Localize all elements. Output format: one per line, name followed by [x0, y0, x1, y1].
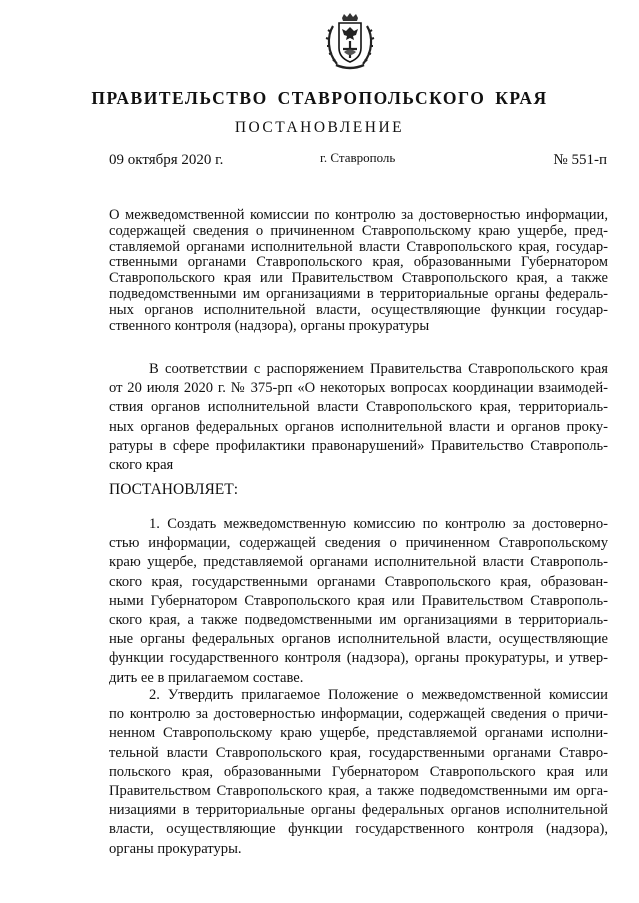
paragraph-line: В соответствии с распоряжением Правительства Ставропольского края [149, 361, 608, 377]
stavropol-coat-of-arms-icon [325, 12, 375, 72]
subject-line: ных органов исполнительной власти, осуществляющие функции государ- [109, 301, 608, 318]
subject-line: Ставропольского края или Правительством Ставропольского края, а также [109, 270, 608, 287]
paragraph-line: ского края, а также подведомственными им организациями в территориаль- [109, 612, 608, 629]
item-2-paragraph [109, 686, 608, 859]
paragraph-line: дить ее в прилагаемом составе. [109, 669, 304, 686]
paragraph-line: от 20 июля 2020 г. № 375-рп «О некоторых вопросах координации взаимодей- [109, 380, 608, 397]
paragraph-line: 1. Создать межведомственную комиссию по контролю за достоверно- [149, 516, 608, 532]
paragraph-line: ными Губернатором Ставропольского края или Правительством Ставрополь- [109, 592, 608, 609]
paragraph-line: польского края, образованными Губернатором Ставропольского края или [109, 763, 608, 780]
paragraph-line: краю ущербе, представляемой органами исполнительной власти Ставрополь- [109, 554, 608, 571]
paragraph-line: по контролю за достоверностью информации, содержащей сведения о причи- [109, 706, 608, 723]
paragraph-line: ского края, государственными органами Ставропольского края, образован- [109, 573, 608, 590]
paragraph-line: 2. Утвердить прилагаемое Положение о межведомственной комиссии [149, 687, 608, 703]
document-city: г. Ставрополь [320, 150, 396, 165]
paragraph-line: низациями в территориальные органы федеральных органов исполнительной [109, 802, 608, 819]
paragraph-line: ратуры в сфере профилактики правонарушений» Правительство Ставрополь- [109, 437, 608, 454]
document-number: № 551-п [553, 152, 607, 168]
subject-line: содержащей сведения о причиненном Ставропольскому краю ущербе, пред- [109, 222, 608, 239]
subject-line: ственного контроля (надзора), органы прокуратуры [109, 317, 430, 334]
paragraph-line: органы прокуратуры. [109, 840, 242, 857]
paragraph-line: ского края [109, 457, 174, 474]
resolve-heading: ПОСТАНОВЛЯЕТ: [109, 481, 239, 498]
document-type: ПОСТАНОВЛЕНИЕ [234, 119, 405, 136]
subject-line: О межведомственной комиссии по контролю за достоверностью информации, [109, 207, 608, 223]
paragraph-line: ствия органов исполнительной власти Ставропольского края, территориаль- [109, 399, 608, 416]
document-date: 09 октября 2020 г. [109, 152, 224, 168]
paragraph-line: функции государственного контроля (надзора), органы прокуратуры, и утвер- [109, 650, 608, 667]
paragraph-line: власти, осуществляющие функции государственного контроля (надзора), [109, 821, 608, 838]
paragraph-line: Правительством Ставропольского края, а также подведомственными им орга- [109, 783, 608, 800]
subject-line: ставляемой органами исполнительной власти Ставропольского края, государ- [109, 238, 608, 255]
item-1-paragraph [109, 515, 608, 688]
paragraph-line: ненном Ставропольскому краю ущербе, представляемой органами исполни- [109, 725, 608, 742]
paragraph-line: стью информации, содержащей сведения о причиненном Ставропольскому [109, 535, 608, 552]
government-title: ПРАВИТЕЛЬСТВО СТАВРОПОЛЬСКОГО КРАЯ [91, 88, 548, 108]
intro-paragraph [109, 360, 608, 475]
document-meta [109, 152, 607, 172]
paragraph-line: тельной власти Ставропольского края, государственными органами Ставро- [109, 744, 608, 761]
subject-line: подведомственными им организациями в территориальные органы федераль- [109, 285, 608, 302]
document-subject [109, 208, 608, 334]
paragraph-line: ных органов федеральных органов исполнительной власти и органов проку- [109, 418, 608, 435]
paragraph-line: ные органы федеральных органов исполнительной власти, осуществляющие [109, 631, 608, 648]
subject-line: ственными органами Ставропольского края, образованными Губернатором [109, 254, 608, 271]
